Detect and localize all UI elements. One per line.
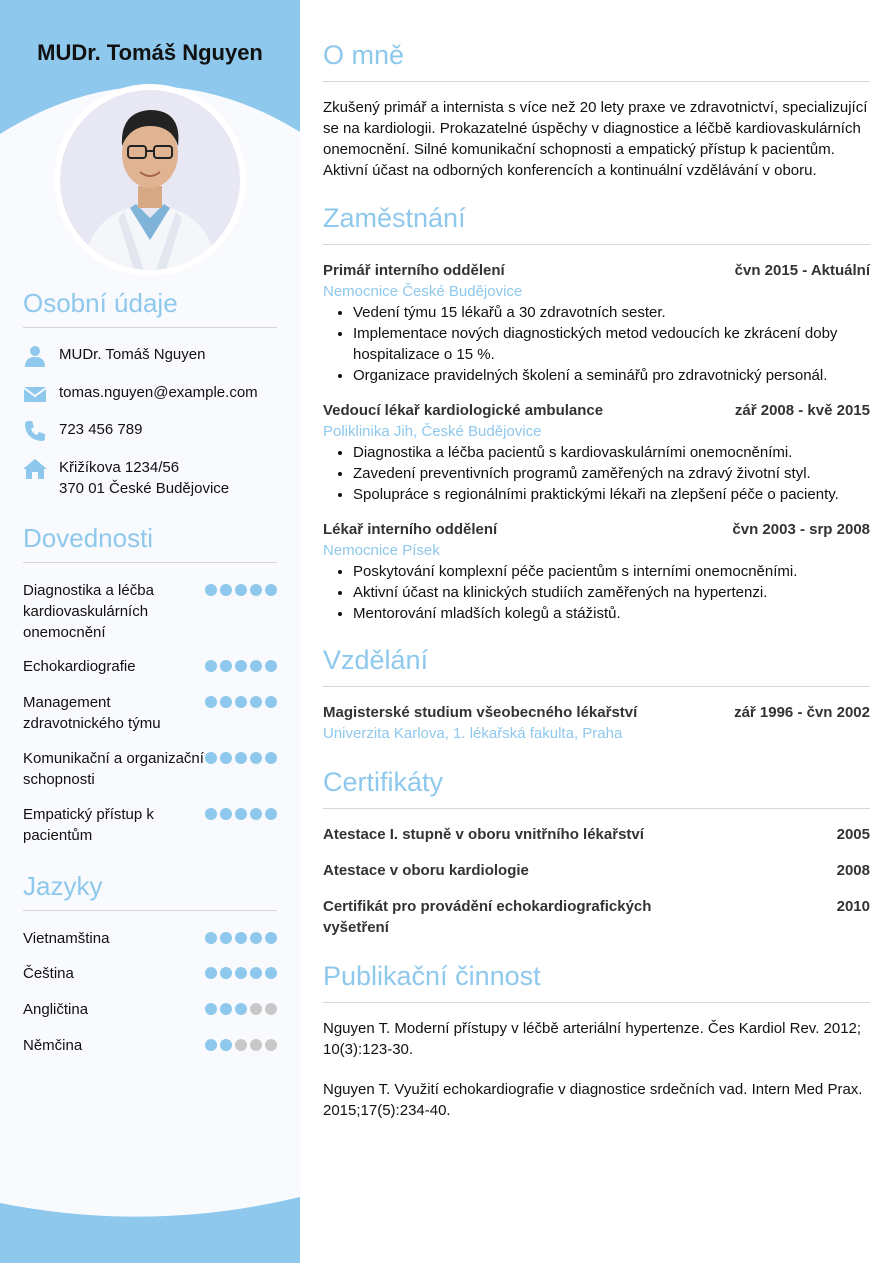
skill-item xyxy=(23,804,277,846)
rating-dot xyxy=(205,808,217,820)
education-school: Univerzita Karlova, 1. lékařská fakulta, Praha xyxy=(323,725,623,742)
job-entry xyxy=(323,260,870,386)
language-label: Vietnamština xyxy=(23,930,110,947)
contact-phone-row xyxy=(23,419,277,443)
job-dates: čvn 2015 - Aktuální xyxy=(734,262,870,279)
candidate-name: MUDr. Tomáš Nguyen xyxy=(37,40,263,65)
rating-dot xyxy=(250,696,262,708)
about-title: O mně xyxy=(323,40,870,82)
rating-dot xyxy=(235,808,247,820)
skills-section xyxy=(23,523,277,844)
job-position: Primář interního oddělení xyxy=(323,262,505,279)
skill-label: Diagnostika a léčba kardiovaskulárních onemocnění xyxy=(23,582,154,641)
publications-section xyxy=(323,961,870,1121)
rating-dot xyxy=(265,932,277,944)
certificate-name: Atestace v oboru kardiologie xyxy=(323,862,529,879)
rating-dot xyxy=(235,660,247,672)
rating-dot xyxy=(220,1003,232,1015)
job-duty: • Mentorování mladších kolegů a stážistů. xyxy=(353,603,870,624)
phone-icon xyxy=(23,419,47,443)
contact-name: MUDr. Tomáš Nguyen xyxy=(59,346,206,363)
skill-label: Echokardiografie xyxy=(23,658,136,675)
job-position: Lékař interního oddělení xyxy=(323,521,498,538)
publication-item: Nguyen T. Využití echokardiografie v diagnostice srdečních vad. Intern Med Prax. 2015;17(5):234-40. xyxy=(323,1081,863,1119)
user-icon xyxy=(23,344,47,368)
personal-info-title: Osobní údaje xyxy=(23,288,277,328)
rating-dot xyxy=(220,1039,232,1051)
rating-dot xyxy=(250,808,262,820)
certificate-year: 2008 xyxy=(836,862,870,879)
language-rating xyxy=(205,1039,277,1051)
address-line-2: 370 01 České Budějovice xyxy=(59,480,230,497)
education-section xyxy=(323,645,870,744)
employment-title: Zaměstnání xyxy=(323,203,870,245)
rating-dot xyxy=(235,1003,247,1015)
rating-dot xyxy=(250,584,262,596)
job-organization: Poliklinika Jih, České Budějovice xyxy=(323,423,542,440)
rating-dot xyxy=(250,660,262,672)
rating-dot xyxy=(235,584,247,596)
certificate-item xyxy=(323,824,870,845)
job-duty: • Aktivní účast na klinických studiích zaměřených na hypertenzi. xyxy=(353,582,870,603)
job-duty: • Diagnostika a léčba pacientů s kardiovaskulárními onemocněními. xyxy=(353,442,870,463)
rating-dot xyxy=(220,967,232,979)
skill-rating xyxy=(205,584,277,596)
language-rating xyxy=(205,1003,277,1015)
language-rating xyxy=(205,932,277,944)
publications-title: Publikační činnost xyxy=(323,961,870,1003)
job-organization: Nemocnice Písek xyxy=(323,542,440,559)
job-duties xyxy=(353,561,870,624)
rating-dot xyxy=(235,967,247,979)
certificates-section xyxy=(323,767,870,938)
skill-rating xyxy=(205,808,277,820)
rating-dot xyxy=(205,584,217,596)
skills-title: Dovednosti xyxy=(23,523,277,563)
skill-label: Management zdravotnického týmu xyxy=(23,694,161,732)
footer-wave-decoration xyxy=(0,1193,300,1263)
job-duties xyxy=(353,302,870,386)
publication-item: Nguyen T. Moderní přístupy v léčbě arteriální hypertenze. Čes Kardiol Rev. 2012; 10(3):123-30. xyxy=(323,1020,862,1058)
skill-rating xyxy=(205,752,277,764)
job-entry xyxy=(323,400,870,505)
rating-dot xyxy=(265,660,277,672)
job-duty: • Organizace pravidelných školení a seminářů pro zdravotnický personál. xyxy=(353,365,870,386)
rating-dot xyxy=(235,932,247,944)
education-degree: Magisterské studium všeobecného lékařství xyxy=(323,704,638,721)
rating-dot xyxy=(265,584,277,596)
rating-dot xyxy=(250,967,262,979)
education-title: Vzdělání xyxy=(323,645,870,687)
rating-dot xyxy=(250,932,262,944)
languages-section xyxy=(23,871,277,1054)
skill-item xyxy=(23,656,277,677)
rating-dot xyxy=(220,660,232,672)
job-duties xyxy=(353,442,870,505)
rating-dot xyxy=(250,1003,262,1015)
language-label: Angličtina xyxy=(23,1001,89,1018)
certificate-name: Atestace I. stupně v oboru vnitřního lékařství xyxy=(323,826,644,843)
rating-dot xyxy=(205,696,217,708)
contact-address-row xyxy=(23,457,277,499)
job-organization: Nemocnice České Budějovice xyxy=(323,283,523,300)
rating-dot xyxy=(265,1003,277,1015)
skill-item xyxy=(23,692,277,734)
language-item xyxy=(23,963,277,984)
rating-dot xyxy=(250,1039,262,1051)
language-item xyxy=(23,928,277,949)
language-label: Němčina xyxy=(23,1037,83,1054)
job-header xyxy=(323,260,870,281)
employment-section xyxy=(323,203,870,624)
skill-label: Empatický přístup k pacientům xyxy=(23,806,154,844)
rating-dot xyxy=(250,752,262,764)
job-dates: zář 2008 - kvě 2015 xyxy=(734,402,870,419)
skill-rating xyxy=(205,660,277,672)
home-icon xyxy=(23,457,47,481)
rating-dot xyxy=(205,932,217,944)
certificate-item xyxy=(323,896,870,938)
contact-name-row xyxy=(23,344,277,368)
language-item xyxy=(23,1035,277,1056)
rating-dot xyxy=(265,808,277,820)
job-duty: • Poskytování komplexní péče pacientům s interními onemocněními. xyxy=(353,561,870,582)
rating-dot xyxy=(205,967,217,979)
job-header xyxy=(323,519,870,540)
address-line-1: Křižíkova 1234/56 xyxy=(59,459,180,476)
language-rating xyxy=(205,967,277,979)
skill-rating xyxy=(205,696,277,708)
certificate-year: 2005 xyxy=(836,826,870,843)
rating-dot xyxy=(205,1003,217,1015)
job-duty: • Implementace nových diagnostických metod vedoucích ke zkrácení doby hospitalizace o 15 %. xyxy=(353,323,870,365)
rating-dot xyxy=(205,1039,217,1051)
skill-item xyxy=(23,748,277,790)
rating-dot xyxy=(265,1039,277,1051)
personal-info-section xyxy=(23,288,277,497)
languages-title: Jazyky xyxy=(23,871,277,911)
education-dates: zář 1996 - čvn 2002 xyxy=(734,704,870,721)
contact-email-row xyxy=(23,382,277,406)
education-entry xyxy=(323,702,870,744)
language-label: Čeština xyxy=(23,965,74,982)
contact-phone[interactable]: 723 456 789 xyxy=(59,421,143,438)
certificate-item xyxy=(323,860,870,881)
rating-dot xyxy=(220,808,232,820)
rating-dot xyxy=(235,1039,247,1051)
rating-dot xyxy=(265,967,277,979)
skill-item xyxy=(23,580,277,643)
contact-address xyxy=(59,457,229,499)
rating-dot xyxy=(235,752,247,764)
rating-dot xyxy=(220,932,232,944)
profile-photo xyxy=(60,90,240,270)
sidebar xyxy=(0,0,300,1263)
job-entry xyxy=(323,519,870,624)
rating-dot xyxy=(265,752,277,764)
certificate-name: Certifikát pro provádění echokardiografických vyšetření xyxy=(323,898,652,936)
rating-dot xyxy=(205,660,217,672)
job-duty: • Vedení týmu 15 lékařů a 30 zdravotních sester. xyxy=(353,302,870,323)
language-item xyxy=(23,999,277,1020)
certificate-year: 2010 xyxy=(836,898,870,915)
rating-dot xyxy=(220,752,232,764)
rating-dot xyxy=(205,752,217,764)
envelope-icon xyxy=(23,382,47,406)
skill-label: Komunikační a organizační schopnosti xyxy=(23,750,204,788)
job-duty: • Zavedení preventivních programů zaměřených na zdravý životní styl. xyxy=(353,463,870,484)
job-duty: • Spolupráce s regionálními praktickými lékaři na zlepšení péče o pacienty. xyxy=(353,484,870,505)
job-dates: čvn 2003 - srp 2008 xyxy=(732,521,870,538)
certificates-title: Certifikáty xyxy=(323,767,870,809)
job-position: Vedoucí lékař kardiologické ambulance xyxy=(323,402,604,419)
about-text: Zkušený primář a internista s více než 20 lety praxe ve zdravotnictví, specializující se na kardiologii. Prokazatelné úspěchy v diagnostice a léčbě kardiovaskulárních onemocnění. Silné komunikační schopnosti a empatický přístup k pacientům. Aktivní účast na odborných konferencích a kontinuální vzdělávání v oboru. xyxy=(323,99,868,179)
rating-dot xyxy=(220,584,232,596)
contact-email[interactable]: tomas.nguyen@example.com xyxy=(59,384,258,401)
about-section xyxy=(323,40,870,181)
rating-dot xyxy=(265,696,277,708)
rating-dot xyxy=(220,696,232,708)
job-header xyxy=(323,400,870,421)
rating-dot xyxy=(235,696,247,708)
